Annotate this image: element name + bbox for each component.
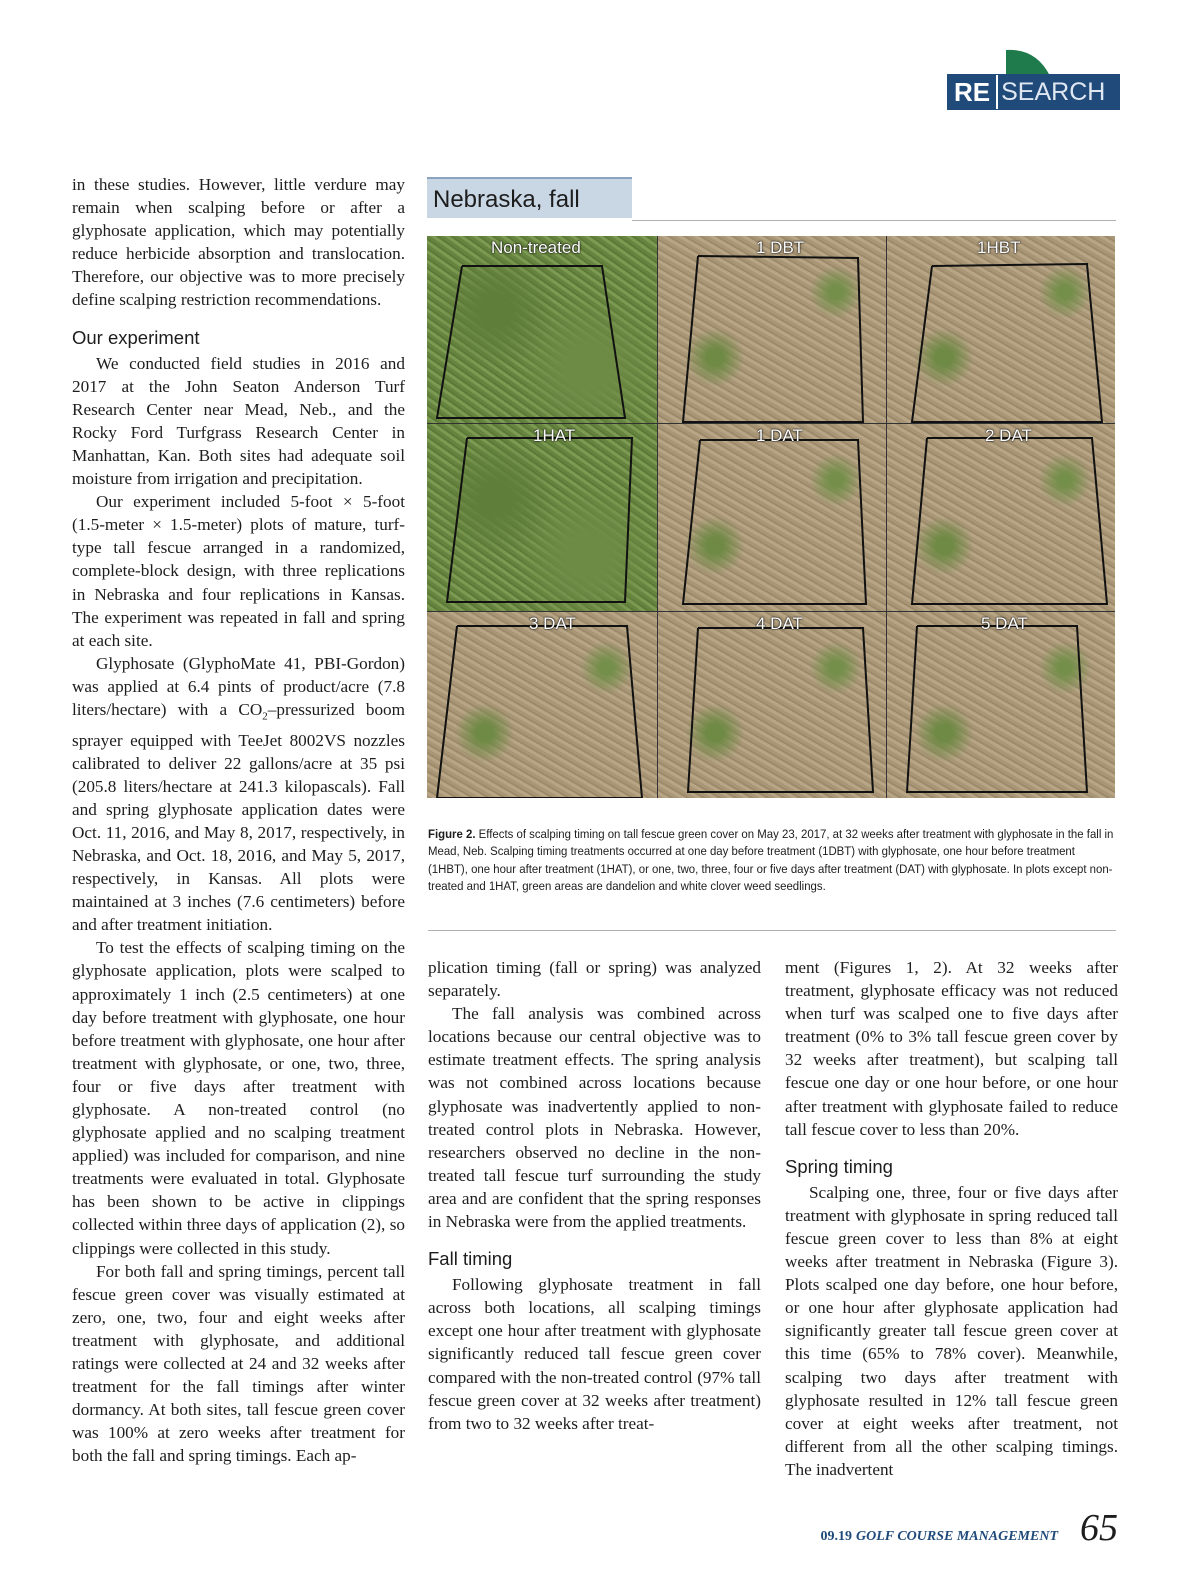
leaf-icon — [1006, 48, 1050, 76]
divider — [428, 930, 1116, 931]
plot-label: 1 DBT — [756, 238, 805, 257]
plot-label: 2 DAT — [985, 426, 1032, 445]
page-number: 65 — [1080, 1507, 1118, 1549]
paragraph: The fall analysis was combined across locations because our central objective was to estimate treatment effects. The spring analysis was not combined across locations because glyphosate was inadvertently applied to non-treated control plots in Nebraska. However, researchers observed no decline in the non-treated tall fescue turf surrounding the study area and are confident that the spring responses in Nebraska were from the applied treatments. — [428, 1004, 761, 1232]
paragraph: We conducted field studies in 2016 and 2017 at the John Seaton Anderson Turf Research Center near Mead, Neb., and the Rocky Ford Turfgrass Research Center in Manhattan, Kan. Both sites had adequate soil moisture from irrigation and precipitation. — [72, 353, 405, 489]
paragraph: For both fall and spring timings, percent tall fescue green cover was visually estimated at zero, one, two, four and eight weeks after treatment with glyphosate, and additional ratings were collected at 24 and 32 weeks after treatment for the fall timings after winter dormancy. At both sites, tall fescue green cover was 100% at zero weeks after treatment for both the fall and spring timings. Each ap- — [72, 1261, 405, 1466]
plot-label: 4 DAT — [756, 614, 803, 633]
caption-label: Figure 2. — [428, 827, 476, 841]
plot-outline — [887, 612, 1115, 798]
paragraph: Scalping one, three, four or five days after treatment with glyphosate in spring reduced tall fescue green cover to less than 8% at eight weeks after treatment in Nebraska (Figure 3). Plots scalped one day before, one hour before, or one hour after glyphosate application had significantly greater tall fescue green cover at this time (65% to 78% cover). Meanwhile, scalping two days after treatment with glyphosate resulted in 12% tall fescue green cover at eight weeks after treatment, not different from all the other scalping timings. The inadvertent — [785, 1182, 1118, 1479]
research-section-badge — [947, 48, 1120, 110]
figure-title: Nebraska, fall — [427, 177, 632, 218]
middle-column — [428, 956, 761, 1435]
figure-caption — [428, 826, 1114, 896]
plot-label: 1HBT — [977, 238, 1021, 257]
plot-photo-4dat — [658, 612, 886, 798]
subscript: 2 — [262, 710, 268, 723]
plot-photo-1dbt — [658, 236, 886, 423]
issue-date: 09.19 — [820, 1529, 852, 1544]
paragraph-text: –pressurized boom sprayer equipped with TeeJet 8002VS nozzles calibrated to deliver 22 gallons/acre at 35 psi (205.8 liters/hectare at 241.3 kilopascals). Fall and spring glyphosate application dates were Oct. 11, 2016, and May 8, 2017, respectively, in Nebraska, and Oct. 18, 2016, and May 5, 2017, respectively, in Kansas. All plots were maintained at 3 inches (7.6 centimeters) before and after treatment initiation. — [72, 699, 405, 935]
plot-outline — [658, 424, 886, 611]
plot-outline — [887, 424, 1115, 611]
paragraph-text: Glyphosate (GlyphoMate 41, PBI-Gordon) was applied at 6.4 pints of product/acre (7.8 liters/hectare) with a CO — [72, 653, 405, 719]
paragraph: ment (Figures 1, 2). At 32 weeks after treatment, glyphosate efficacy was not reduced when turf was scalped one to five days after treatment (0% to 3% tall fescue green cover by 32 weeks after treatment), but scalping tall fescue one day or one hour before, or one hour after treatment with glyphosate failed to reduce tall fescue cover to less than 20%. — [785, 958, 1118, 1139]
badge-box — [947, 74, 1120, 110]
plot-label: 1HAT — [533, 426, 576, 445]
plot-outline — [658, 236, 886, 423]
paragraph: Our experiment included 5-foot × 5-foot (1.5-meter × 1.5-meter) plots of mature, turf-type tall fescue arranged in a randomized, complete-block design, with three replications in Nebraska and four replications in Kansas. The experiment was repeated in fall and spring at each site. — [72, 492, 405, 650]
paragraph: plication timing (fall or spring) was analyzed separately. — [428, 958, 761, 1001]
plot-photo-non-treated — [427, 236, 657, 423]
caption-text: Effects of scalping timing on tall fescue green cover on May 23, 2017, at 32 weeks after treatment with glyphosate in the fall in Mead, Neb. Scalping timing treatments occurred at one day before treatment (1DBT) with glyphosate, one hour before treatment (1HBT), one hour after treatment (1HAT), or one, two, three, four or five days after treatment (DAT) with glyphosate. In plots except non-treated and 1HAT, green areas are dandelion and white clover weed seedlings. — [428, 827, 1114, 894]
plot-outline — [887, 236, 1115, 423]
plot-photo-1hbt — [887, 236, 1115, 423]
plot-outline — [658, 612, 886, 798]
divider — [632, 220, 1116, 221]
figure-photo-grid — [427, 236, 1115, 798]
plot-photo-2dat — [887, 424, 1115, 611]
plot-label: Non-treated — [491, 238, 581, 257]
plot-label: 3 DAT — [529, 614, 576, 633]
paragraph — [72, 652, 405, 937]
paragraph: Following glyphosate treatment in fall across both locations, all scalping timings except one hour after treatment with glyphosate significantly reduced tall fescue green cover compared with the non-treated control (97% tall fescue green cover at 32 weeks after treatment) from two to 32 weeks after treat- — [428, 1275, 761, 1433]
heading-fall-timing: Fall timing — [428, 1248, 513, 1270]
left-column — [72, 173, 405, 1468]
plot-outline — [427, 424, 657, 611]
plot-photo-3dat — [427, 612, 657, 798]
plot-photo-5dat — [887, 612, 1115, 798]
paragraph: in these studies. However, little verdure may remain when scalping before or after a glyphosate application, which may potentially reduce herbicide absorption and translocation. Therefore, our objective was to more precisely define scalping restriction recommendations. — [72, 175, 405, 310]
magazine-name: GOLF COURSE MANAGEMENT — [855, 1529, 1058, 1544]
heading-spring-timing: Spring timing — [785, 1155, 893, 1177]
page-footer — [816, 1506, 1118, 1549]
plot-outline — [427, 612, 657, 798]
paragraph: To test the effects of scalping timing on the glyphosate application, plots were scalped to approximately 1 inch (2.5 centimeters) at one day before treatment with glyphosate, one hour before treatment with glyphosate, one hour after treatment with glyphosate, or one, two, three, four or five days after treatment with glyphosate. A non-treated control (no glyphosate applied and no scalping treatment applied) was included for comparison, and nine treatments were evaluated in total. Glyphosate has been shown to be active in clippings collected within three days of application (2), so clippings were collected in this study. — [72, 938, 405, 1258]
plot-photo-1hat — [427, 424, 657, 611]
plot-label: 5 DAT — [981, 614, 1028, 633]
plot-photo-1dat — [658, 424, 886, 611]
badge-search: SEARCH — [998, 75, 1119, 109]
badge-re: RE — [948, 75, 996, 109]
heading-our-experiment: Our experiment — [72, 326, 200, 348]
plot-label: 1 DAT — [756, 426, 803, 445]
right-column — [785, 956, 1118, 1481]
plot-outline — [427, 236, 657, 423]
